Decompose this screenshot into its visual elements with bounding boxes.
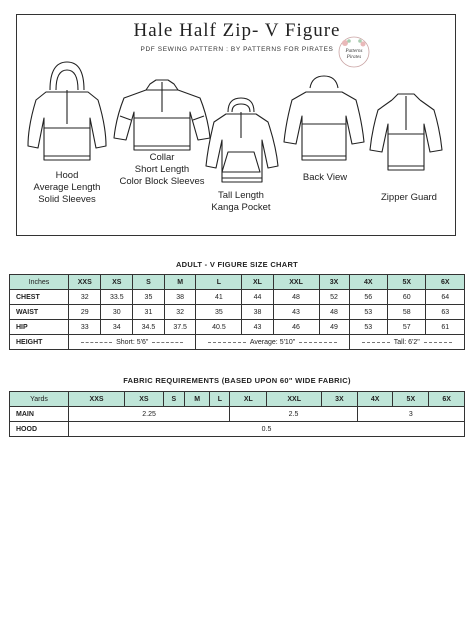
cell: 53	[349, 320, 387, 335]
unit-cell: Yards	[10, 392, 69, 407]
cell: 60	[388, 290, 426, 305]
cell: 40.5	[196, 320, 242, 335]
hood-value: 0.5	[69, 422, 465, 437]
table-row	[10, 320, 465, 335]
cell: 61	[426, 320, 465, 335]
row-label: WAIST	[10, 305, 69, 320]
row-label: HIP	[10, 320, 69, 335]
cell: 38	[242, 305, 273, 320]
size-col-header: 3X	[319, 275, 349, 290]
main-range-1: 2.25	[69, 407, 230, 422]
pattern-title: Hale Half Zip- V Figure	[133, 20, 341, 41]
size-col-header: XXS	[69, 392, 125, 407]
view-label-zipper-guard: Zipper Guard	[381, 192, 437, 203]
collar-sweatshirt-drawing	[114, 80, 210, 150]
size-col-header: 5X	[393, 392, 429, 407]
cell: 41	[196, 290, 242, 305]
cell: 34.5	[133, 320, 165, 335]
size-header-row	[10, 275, 465, 290]
height-row	[10, 335, 465, 350]
fabric-header-row	[10, 392, 465, 407]
size-col-header: 4X	[349, 275, 387, 290]
size-col-header: XXL	[273, 275, 319, 290]
svg-text:Patterns: Patterns	[345, 49, 363, 54]
row-label: HOOD	[10, 422, 69, 437]
cell: 58	[388, 305, 426, 320]
height-tall: Tall: 6'2"	[393, 338, 420, 346]
table-row	[10, 305, 465, 320]
hood-sweatshirt-drawing	[28, 62, 106, 160]
size-col-header: L	[196, 275, 242, 290]
unit-cell: Inches	[10, 275, 69, 290]
size-col-header: 5X	[388, 275, 426, 290]
cell: 44	[242, 290, 273, 305]
size-chart-title: ADULT - V FIGURE SIZE CHART	[175, 260, 299, 269]
size-col-header: XS	[125, 392, 164, 407]
size-col-header: XL	[242, 275, 273, 290]
cell: 43	[273, 305, 319, 320]
size-col-header: XS	[101, 275, 133, 290]
table-row	[10, 407, 465, 422]
cell: 63	[426, 305, 465, 320]
size-col-header: 6X	[429, 392, 465, 407]
cell: 31	[133, 305, 165, 320]
cell: 34	[101, 320, 133, 335]
size-col-header: M	[184, 392, 210, 407]
cell: 64	[426, 290, 465, 305]
cell: 35	[133, 290, 165, 305]
size-col-header: 4X	[357, 392, 393, 407]
cell: 38	[164, 290, 196, 305]
view-label-collar: Collar Short Length Color Block Sleeves	[119, 152, 205, 187]
cell: 33.5	[101, 290, 133, 305]
fabric-title: FABRIC REQUIREMENTS (BASED UPON 60" WIDE FABRIC)	[123, 376, 351, 385]
cell: 37.5	[164, 320, 196, 335]
row-label: MAIN	[10, 407, 69, 422]
cell: 29	[69, 305, 101, 320]
cell: 56	[349, 290, 387, 305]
table-row	[10, 290, 465, 305]
main-range-2: 2.5	[230, 407, 358, 422]
back-view-drawing	[284, 76, 364, 160]
cell: 49	[319, 320, 349, 335]
cell: 33	[69, 320, 101, 335]
size-chart-table	[9, 274, 465, 350]
cell: 48	[319, 305, 349, 320]
height-short-cell	[69, 335, 196, 350]
table-row	[10, 422, 465, 437]
cell: 46	[273, 320, 319, 335]
size-col-header: 3X	[322, 392, 358, 407]
size-col-header: S	[163, 392, 184, 407]
size-col-header: M	[164, 275, 196, 290]
view-label-back: Back View	[302, 172, 348, 183]
view-label-tall: Tall Length Kanga Pocket	[211, 190, 271, 213]
view-label-hood: Hood Average Length Solid Sleeves	[33, 170, 101, 205]
size-col-header: 6X	[426, 275, 465, 290]
row-label: HEIGHT	[10, 335, 69, 350]
cell: 52	[319, 290, 349, 305]
cell: 53	[349, 305, 387, 320]
row-label: CHEST	[10, 290, 69, 305]
pattern-subtitle: PDF SEWING PATTERN : BY PATTERNS FOR PIRATES	[140, 46, 334, 53]
size-col-header: XL	[230, 392, 267, 407]
cell: 43	[242, 320, 273, 335]
size-col-header: L	[210, 392, 230, 407]
size-col-header: XXL	[267, 392, 322, 407]
tall-kanga-sweatshirt-drawing	[206, 98, 278, 182]
zipper-guard-drawing	[370, 94, 442, 170]
height-average-cell	[196, 335, 349, 350]
cell: 57	[388, 320, 426, 335]
cell: 32	[69, 290, 101, 305]
main-range-3: 3	[357, 407, 464, 422]
height-average: Average: 5'10"	[249, 338, 296, 346]
cell: 48	[273, 290, 319, 305]
cell: 35	[196, 305, 242, 320]
size-col-header: S	[133, 275, 165, 290]
fabric-table	[9, 391, 465, 437]
cell: 32	[164, 305, 196, 320]
height-short: Short: 5'6"	[116, 338, 149, 346]
svg-text:Pirates: Pirates	[346, 55, 362, 60]
cell: 30	[101, 305, 133, 320]
size-col-header: XXS	[69, 275, 101, 290]
height-tall-cell	[349, 335, 464, 350]
